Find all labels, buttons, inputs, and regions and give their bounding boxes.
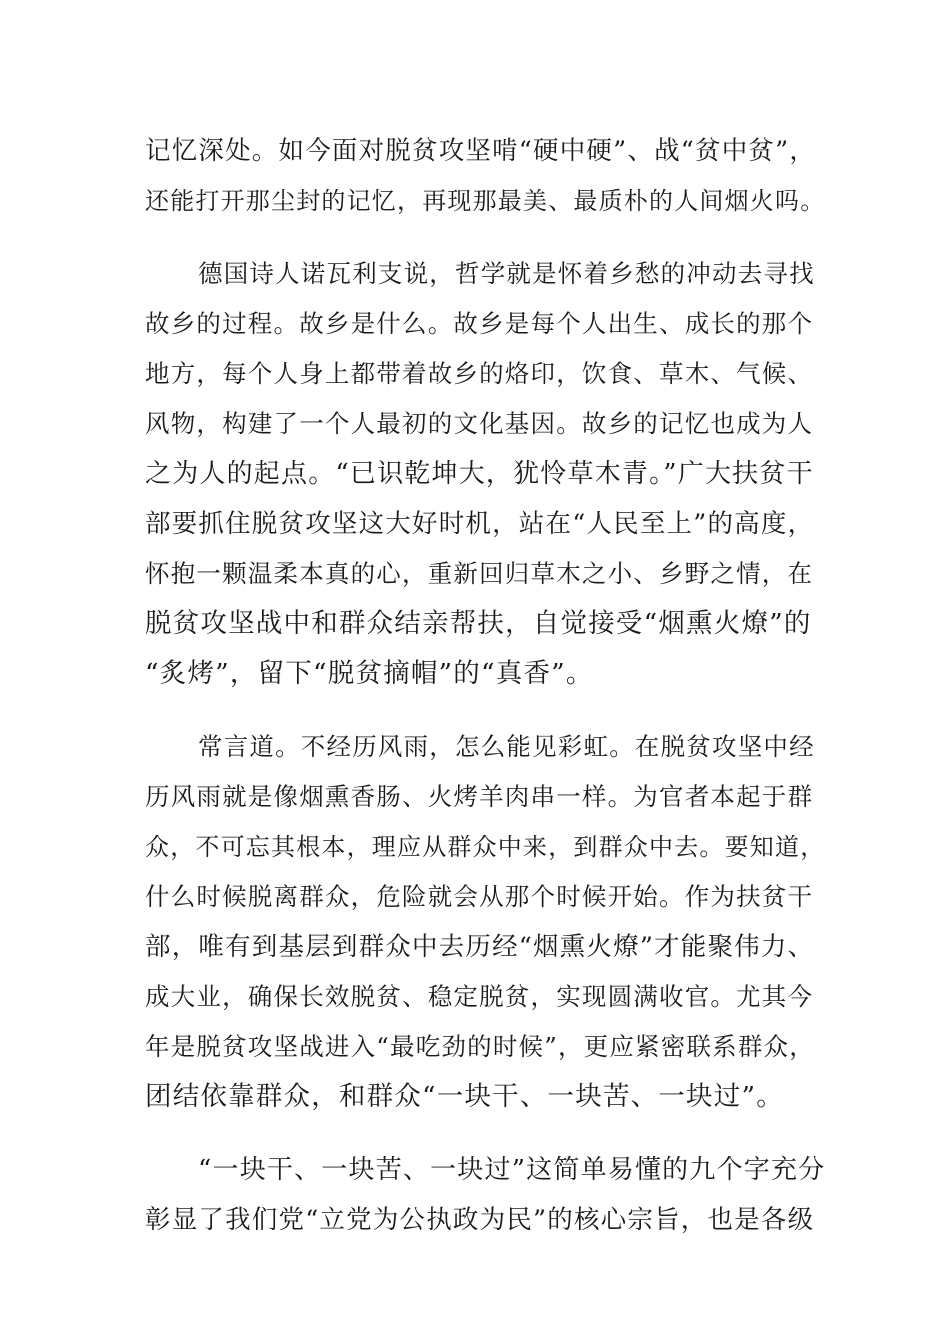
text-line: 什么时候脱离群众，危险就会从那个时候开始。作为扶贫干 xyxy=(145,882,814,911)
paragraph-4 xyxy=(145,1145,825,1245)
text-line: 众，不可忘其根本，理应从群众中来，到群众中去。要知道， xyxy=(145,833,826,861)
text-line: “一块干、一块苦、一块过”这简单易懂的九个字充分 xyxy=(198,1155,826,1185)
text-line: 还能打开那尘封的记忆，再现那最美、最质朴的人间烟火吗。 xyxy=(145,187,826,215)
text-line: 团结依靠群众，和群众“一块干、一块苦、一块过”。 xyxy=(145,1081,784,1112)
text-line: 成大业，确保长效脱贫、稳定脱贫，实现圆满收官。尤其今 xyxy=(145,982,814,1011)
text-line: 脱贫攻坚战中和群众结亲帮扶，自觉接受“烟熏火燎”的 xyxy=(145,608,812,639)
text-line: 之为人的起点。“已识乾坤大，犹怜草木青。”广大扶贫干 xyxy=(145,459,814,489)
paragraph-3 xyxy=(145,722,825,1122)
text-line: 记忆深处。如今面对脱贫攻坚啃“硬中硬”、战“贫中贫”， xyxy=(145,136,817,166)
text-line: 故乡的过程。故乡是什么。故乡是每个人出生、成长的那个 xyxy=(145,309,814,338)
text-line: 常言道。不经历风雨，怎么能见彩虹。在脱贫攻坚中经 xyxy=(198,732,815,761)
text-line: 部，唯有到基层到群众中去历经“烟熏火燎”才能聚伟力、 xyxy=(145,932,815,962)
text-line: 地方，每个人身上都带着故乡的烙印，饮食、草木、气候、 xyxy=(145,359,814,388)
text-line: 风物，构建了一个人最初的文化基因。故乡的记忆也成为人 xyxy=(145,409,814,438)
text-line: 怀抱一颗温柔本真的心，重新回归草木之小、乡野之情，在 xyxy=(145,559,814,588)
text-line: 彰显了我们党“立党为公执政为民”的核心宗旨，也是各级 xyxy=(145,1205,815,1235)
paragraph-2 xyxy=(145,249,825,699)
text-line: 部要抓住脱贫攻坚这大好时机，站在“人民至上”的高度， xyxy=(145,509,815,539)
text-line: 历风雨就是像烟熏香肠、火烤羊肉串一样。为官者本起于群 xyxy=(145,782,814,811)
text-line: 德国诗人诺瓦利支说，哲学就是怀着乡愁的冲动去寻找 xyxy=(198,259,815,288)
text-line: 年是脱贫攻坚战进入“最吃劲的时候”，更应紧密联系群众， xyxy=(145,1032,815,1061)
text-line: “炙烤”，留下“脱贫摘帽”的“真香”。 xyxy=(145,658,594,689)
document-body xyxy=(145,126,825,1268)
paragraph-1 xyxy=(145,126,825,226)
